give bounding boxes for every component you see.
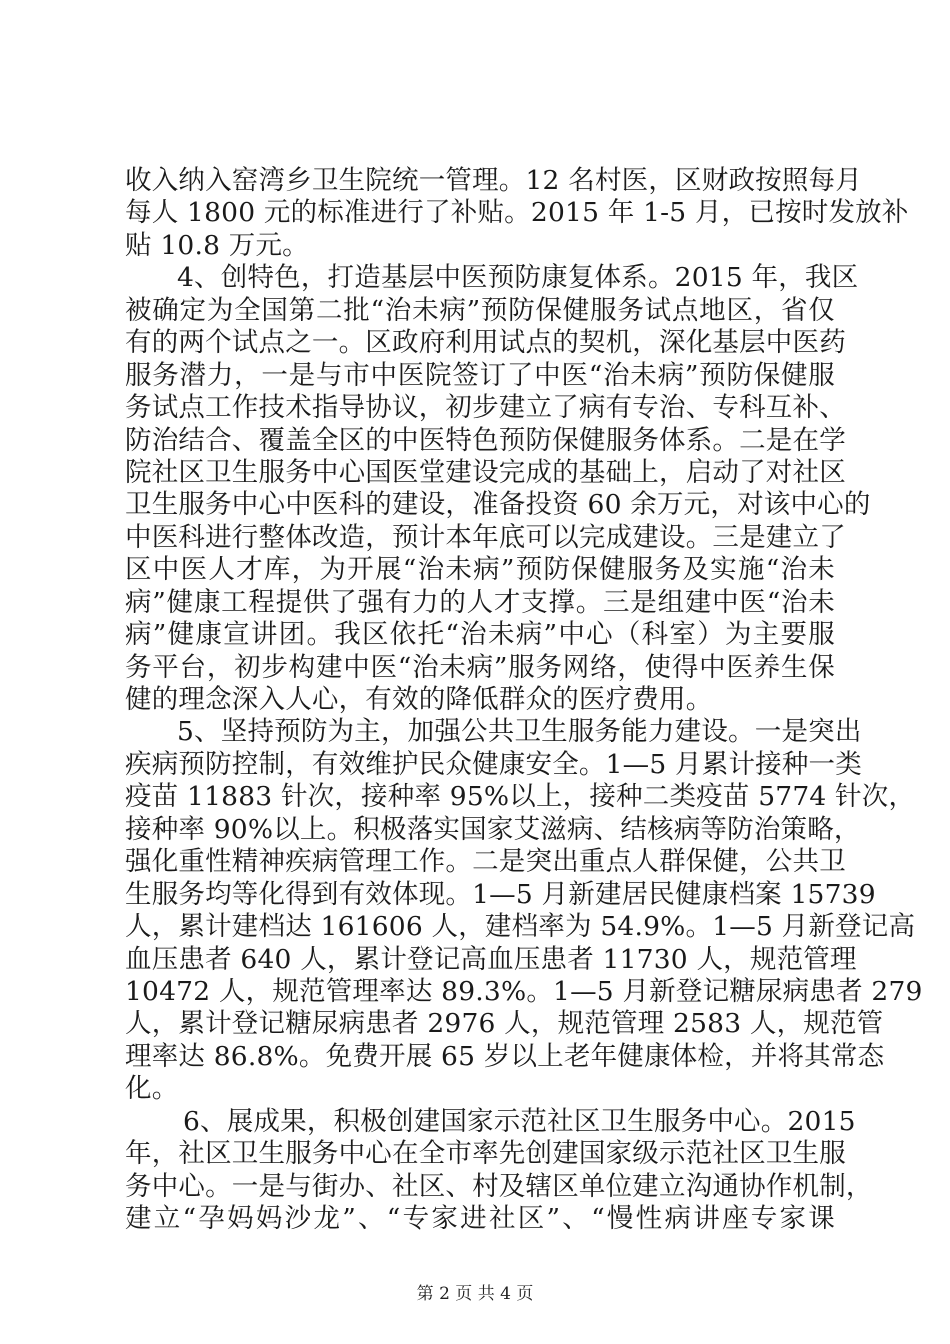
paragraph-line: 人，累计登记糖尿病患者 2976 人，规范管理 2583 人，规范管 (125, 1008, 884, 1040)
paragraph-line: 化。 (125, 1073, 179, 1105)
paragraph-line: 疾病预防控制，有效维护民众健康安全。1—5 月累计接种一类 (125, 748, 862, 780)
paragraph-line: 疫苗 11883 针次，接种率 95%以上，接种二类疫苗 5774 针次， (125, 781, 916, 813)
paragraph-line: 接种率 90%以上。积极落实国家艾滋病、结核病等防治策略， (125, 813, 861, 845)
paragraph-line: 中医科进行整体改造，预计本年底可以完成建设。三是建立了 (125, 521, 846, 553)
paragraph-line: 生服务均等化得到有效体现。1—5 月新建居民健康档案 15739 (125, 878, 876, 910)
paragraph-line: 收入纳入窑湾乡卫生院统一管理。12 名村医，区财政按照每月 (125, 165, 862, 196)
paragraph-line: 被确定为全国第二批“治未病”预防保健服务试点地区，省仅 (125, 294, 835, 326)
paragraph-line: 理率达 86.8%。免费开展 65 岁以上老年健康体检，并将其常态 (125, 1040, 885, 1072)
paragraph-line: 每人 1800 元的标准进行了补贴。2015 年 1-5 月，已按时发放补 (125, 197, 909, 229)
paragraph-line: 健的理念深入人心，有效的降低群众的医疗费用。 (125, 684, 713, 715)
paragraph-line: 血压患者 640 人，累计登记高血压患者 11730 人，规范管理 (125, 943, 857, 975)
paragraph-line: 10472 人，规范管理率达 89.3%。1—5 月新登记糖尿病患者 279 (125, 975, 923, 1007)
paragraph-line: 贴 10.8 万元。 (125, 229, 309, 261)
page-number-label: 第 2 页 共 4 页 (416, 1284, 534, 1304)
body-text (125, 165, 923, 1235)
paragraph-line: 年，社区卫生服务中心在全市率先创建国家级示范社区卫生服 (125, 1138, 846, 1170)
paragraph-line: 卫生服务中心中医科的建设，准备投资 60 余万元，对该中心的 (125, 489, 871, 521)
paragraph-line: 强化重性精神疾病管理工作。二是突出重点人群保健，公共卫 (125, 846, 846, 878)
paragraph-line: 人，累计建档达 161606 人，建档率为 54.9%。1—5 月新登记高 (125, 911, 916, 943)
paragraph-line: 病”健康宣讲团。我区依托“治未病”中心（科室）为主要服 (125, 619, 835, 651)
paragraph-line: 区中医人才库，为开展“治未病”预防保健服务及实施“治未 (125, 554, 835, 586)
paragraph-line: 6、展成果，积极创建国家示范社区卫生服务中心。2015 (183, 1105, 856, 1137)
paragraph-line: 有的两个试点之一。区政府利用试点的契机，深化基层中医药 (125, 327, 846, 359)
paragraph-line: 务试点工作技术指导协议，初步建立了病有专治、专科互补、 (125, 392, 846, 424)
paragraph-line: 服务潜力，一是与市中医院签订了中医“治未病”预防保健服 (125, 359, 835, 391)
page-footer (0, 1279, 950, 1304)
paragraph-line: 院社区卫生服务中心国医堂建设完成的基础上，启动了对社区 (125, 456, 846, 488)
paragraph-line: 5、坚持预防为主，加强公共卫生服务能力建设。一是突出 (177, 716, 862, 748)
paragraph-line: 病”健康工程提供了强有力的人才支撑。三是组建中医“治未 (125, 586, 835, 618)
paragraph-line: 4、创特色，打造基层中医预防康复体系。2015 年，我区 (177, 262, 859, 294)
paragraph-line: 防治结合、覆盖全区的中医特色预防保健服务体系。二是在学 (125, 424, 846, 456)
paragraph-line: 务平台，初步构建中医“治未病”服务网络，使得中医养生保 (125, 651, 835, 683)
paragraph-line: 建立“孕妈妈沙龙”、“专家进社区”、“慢性病讲座专家课 (125, 1203, 835, 1234)
paragraph-line: 务中心。一是与街办、社区、村及辖区单位建立沟通协作机制， (125, 1170, 873, 1202)
